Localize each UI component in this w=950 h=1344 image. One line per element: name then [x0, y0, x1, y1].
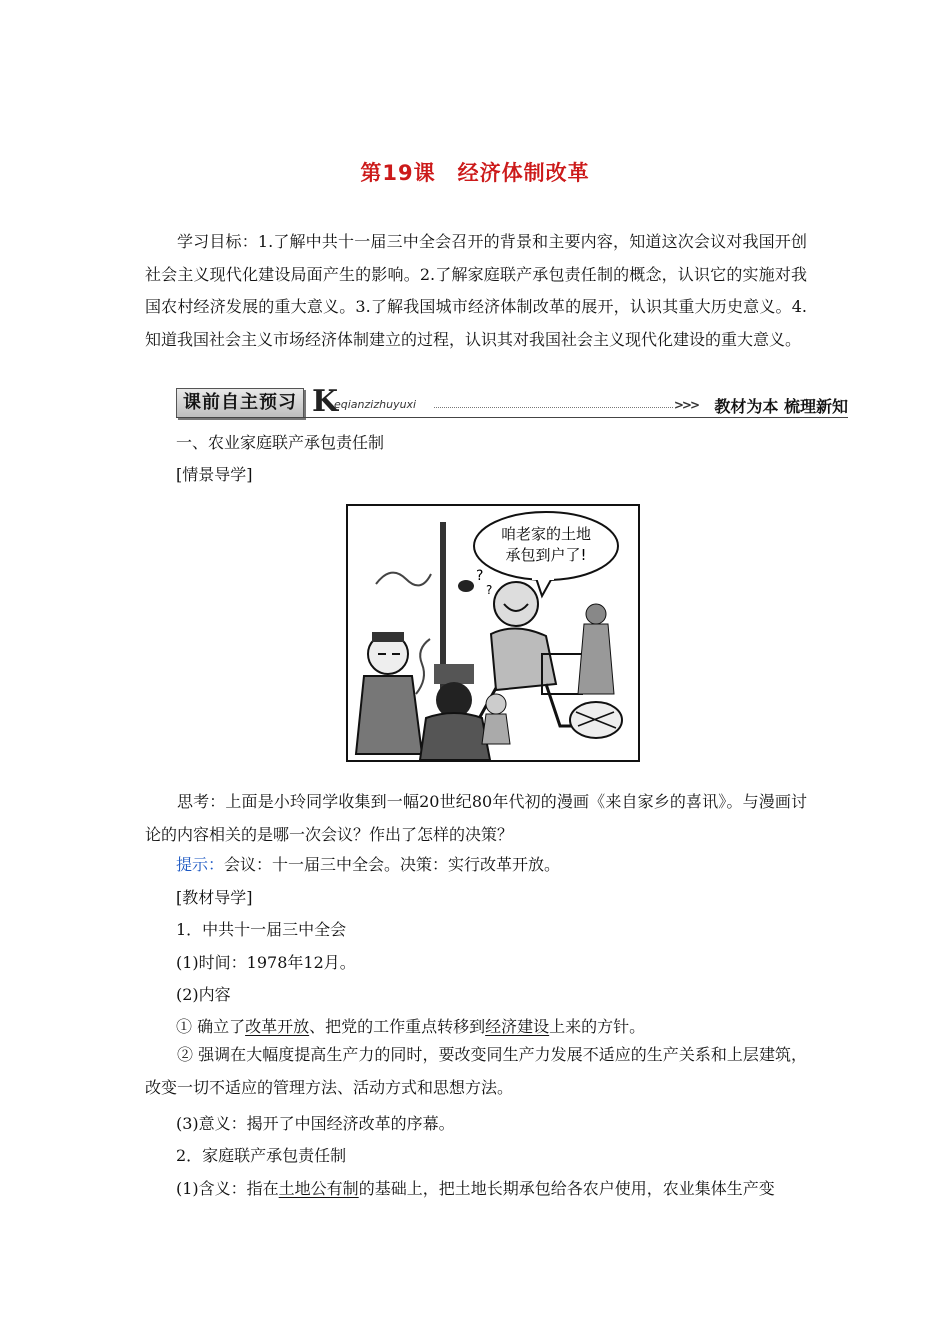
item-1-heading: 1．中共十一届三中全会: [176, 920, 347, 939]
cartoon-illustration: [346, 504, 640, 762]
center-person-body: [420, 713, 490, 760]
point1-text-e: 上来的方针。: [549, 1017, 646, 1036]
def-text-a: (1)含义：指在: [176, 1179, 279, 1198]
banner-pinyin: eqianzizhuyuxi: [334, 398, 417, 411]
speech-line-2: 承包到户了!: [505, 546, 587, 564]
kettle: [458, 580, 474, 592]
banner-label: 课前自主预习: [176, 388, 304, 418]
textbook-heading: [教材导学]: [176, 888, 253, 907]
item-2-definition: [176, 1176, 775, 1199]
left-man-hair: [372, 632, 404, 642]
farmer-body: [491, 628, 556, 690]
learning-objectives: 学习目标：1.了解中共十一届三中全会召开的背景和主要内容，知道这次会议对我国开创社会主义现代化建设局面产生的影响。2.了解家庭联产承包责任制的概念，认识它的实施对我国农村经济发展的重大意义。3.了解我国城市经济体制改革的展开，认识其重大历史意义。4.知道我国社会主义市场经济体制建立的过程，认识其对我国社会主义现代化建设的重大意义。: [145, 232, 807, 349]
page-title: [0, 157, 950, 187]
question-mark-1: ?: [476, 568, 484, 584]
item-2-heading: 2．家庭联产承包责任制: [176, 1146, 347, 1165]
point1-underlined-economy: 经济建设: [485, 1017, 550, 1036]
hint-label: 提示：: [176, 855, 225, 874]
banner-arrows: >>>: [673, 398, 698, 412]
banner-slogan: 教材为本 梳理新知: [714, 397, 848, 416]
hint-line: [176, 852, 560, 875]
content-point-2: ② 强调在大幅度提高生产力的同时，要改变同生产力发展不适应的生产关系和上层建筑，改变一切不适应的管理方法、活动方式和思想方法。: [145, 1045, 807, 1097]
speech-line-1: 咱老家的土地: [500, 525, 592, 543]
question-mark-2: ?: [486, 583, 493, 597]
hint-text: 会议：十一届三中全会。决策：实行改革开放。: [224, 855, 561, 874]
small-child-body: [482, 714, 510, 744]
section-banner: [176, 384, 848, 419]
point1-underlined-reform: 改革开放: [245, 1017, 310, 1036]
lesson-name: 经济体制改革: [457, 161, 590, 185]
banner-underline: [176, 417, 848, 418]
bubble-mask: [532, 574, 554, 580]
child-body: [578, 624, 614, 694]
item-1-time: (1)时间：1978年12月。: [176, 953, 356, 972]
def-underlined-public-ownership: 土地公有制: [278, 1179, 359, 1198]
small-child-head: [486, 694, 506, 714]
banner-initial: K: [312, 384, 339, 419]
section-heading: 一、农业家庭联产承包责任制: [176, 433, 385, 452]
banner-dotted-rule: [434, 407, 673, 408]
child-head: [586, 604, 606, 624]
lesson-number: 第19课: [360, 161, 436, 185]
point1-text-c: 、把党的工作重点转移到: [309, 1017, 486, 1036]
content-point-1: [176, 1014, 645, 1037]
item-1-meaning: (3)意义：揭开了中国经济改革的序幕。: [176, 1114, 455, 1133]
scene-heading: [情景导学]: [176, 465, 253, 484]
left-man-body: [356, 676, 422, 754]
think-question: 思考：上面是小玲同学收集到一幅20世纪80年代初的漫画《来自家乡的喜讯》。与漫画讨论的内容相关的是哪一次会议？作出了怎样的决策？: [145, 792, 807, 844]
def-text-c: 的基础上，把土地长期承包给各农户使用，农业集体生产变: [358, 1179, 775, 1198]
point1-text-a: ① 确立了: [176, 1017, 246, 1036]
farmer-head: [494, 582, 538, 626]
stove: [434, 664, 474, 684]
item-1-content: (2)内容: [176, 985, 231, 1004]
